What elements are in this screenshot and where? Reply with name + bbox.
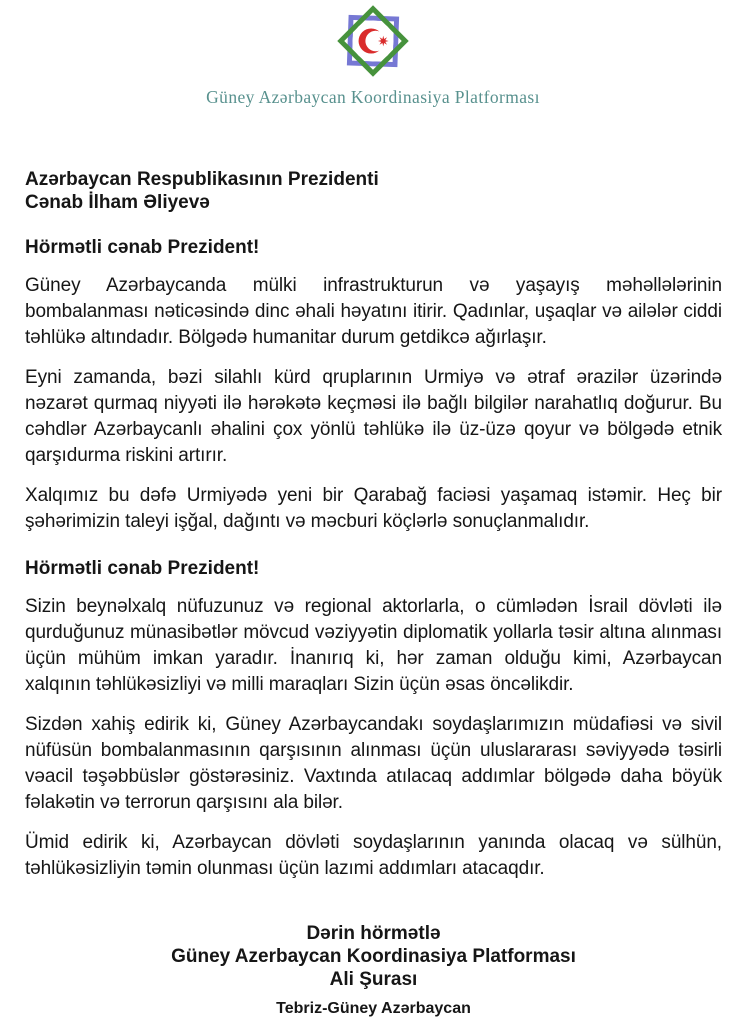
paragraph-3: Xalqımız bu dəfə Urmiyədə yeni bir Qarabağ faciəsi yaşamaq istəmir. Heç bir şəhərimizin taleyi işğal, dağıntı və məcburi köçlərlə sonuçlanmalıdır. <box>25 485 722 532</box>
closing-regards: Dərin hörmətlə <box>306 923 441 944</box>
eight-point-star-icon <box>378 36 389 47</box>
paragraph-2: Eyni zamanda, bəzi silahlı kürd qruplarının Urmiyə və ətraf ərazilər üzərində nəzarət qurmaq niyyəti ilə hərəkətə keçməsi ilə bağlı bilgilər narahatlıq doğurur. Bu cəhdlər Azərbaycanlı əhalini çox yönlü təhlükə ilə üz-üzə qoyur və bölgədə etnik qarşıdurma riskini artırır. <box>25 367 722 466</box>
platform-emblem-logo <box>0 0 746 79</box>
recipient-line-1: Azərbaycan Respublikasının Prezidenti <box>25 169 379 190</box>
paragraph-6: Ümid edirik ki, Azərbaycan dövləti soydaşlarının yanında olacaq və sülhün, təhlükəsizliyin təmin olunması üçün lazımi addımları atacaqdır. <box>25 832 722 879</box>
recipient-line-2: Cənab İlham Əliyevə <box>25 192 210 213</box>
letter-body <box>0 168 746 1018</box>
recipient-block <box>25 168 722 214</box>
paragraph-5: Sizdən xahiş edirik ki, Güney Azərbaycandakı soydaşlarımızın müdafiəsi və sivil nüfüsün bombalanmasının qarşısının alınması üçün uluslararası səviyyədə təsirli vəacil təşəbbüslər göstərəsiniz. Vaxtında atılacaq addımlar bölgədə daha böyük fəlakətin və terrorun qarşısını ala bilər. <box>25 714 722 813</box>
salutation-first: Hörmətli cənab Prezident! <box>25 237 260 258</box>
footer-location: Tebriz-Güney Azərbaycan <box>276 1000 471 1017</box>
paragraph-4: Sizin beynəlxalq nüfuzunuz və regional aktorlarla, o cümlədən İsrail dövləti ilə qurduğunuz münasibətlər mövcud vəziyyətin diplomatik yollarla təsir altına alınması üçün mühüm imkan yaradır. İnanırıq ki, hər zaman olduğu kimi, Azərbaycan xalqının təhlükəsizliyi və milli maraqları Sizin üçün əsas öncəlikdir. <box>25 596 722 695</box>
emblem-icon <box>331 3 415 79</box>
closing-organization: Güney Azerbaycan Koordinasiya Platforması <box>171 946 576 967</box>
letter-header <box>0 0 746 108</box>
paragraph-1: Güney Azərbaycanda mülki infrastrukturun və yaşayış məhəllələrinin bombalanması nəticəsində dinc əhali həyatını itirir. Qadınlar, uşaqlar və ailələr ciddi təhlükə altındadır. Bölgədə humanitar durum getdikcə ağırlaşır. <box>25 275 722 348</box>
closing-block <box>25 922 722 991</box>
organization-name: Güney Azərbaycan Koordinasiya Platforması <box>206 87 540 107</box>
salutation-second: Hörmətli cənab Prezident! <box>25 558 260 579</box>
closing-council: Ali Şurası <box>329 969 418 990</box>
